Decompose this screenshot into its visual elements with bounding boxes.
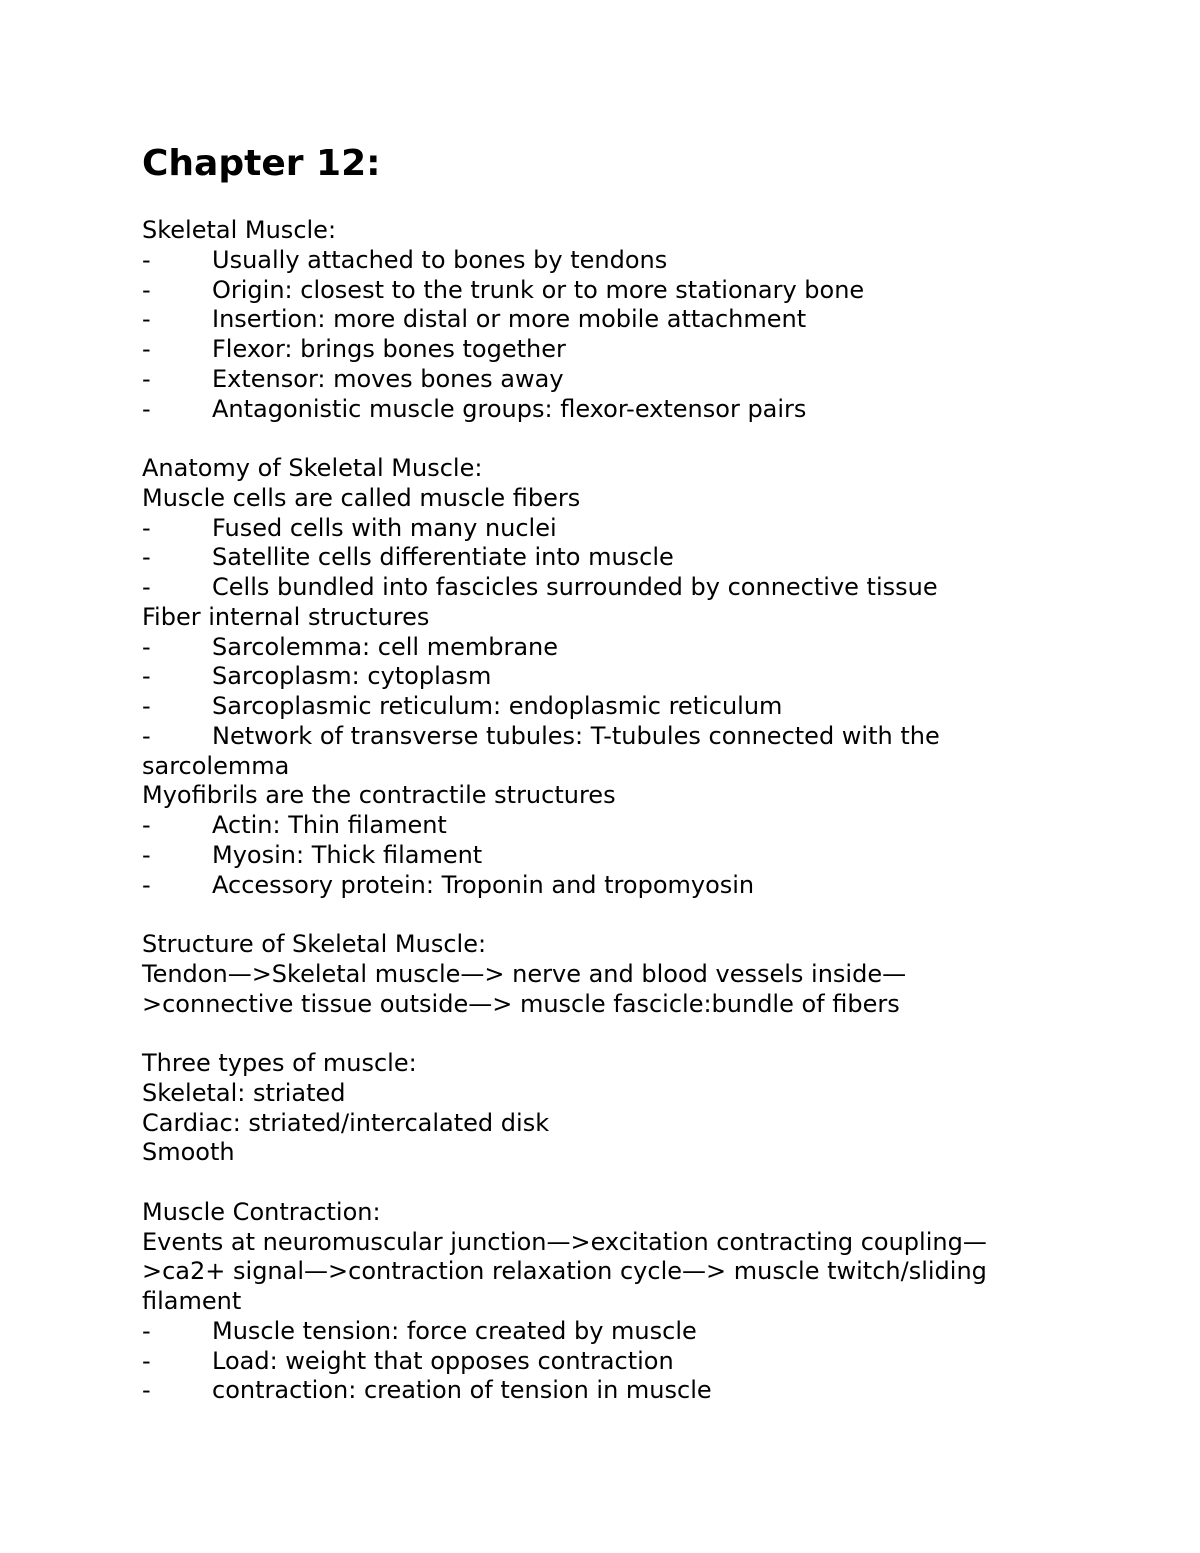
section-heading-skeletal: Skeletal Muscle: [142,216,337,244]
subheading: Muscle cells are called muscle fibers [142,483,581,512]
text-line: Events at neuromuscular junction—>excitation contracting coupling— [142,1227,987,1256]
section-heading-structure: Structure of Skeletal Muscle: [142,930,487,958]
bullet-item: - Origin: closest to the trunk or to more stationary bone [142,275,865,304]
bullet-item: - Accessory protein: Troponin and tropomyosin [142,870,755,899]
bullet-item: - Muscle tension: force created by muscle [142,1316,697,1345]
bullet-item: - Antagonistic muscle groups: flexor-extensor pairs [142,394,807,423]
document-page [142,0,1142,1553]
bullet-item: - Actin: Thin filament [142,811,447,839]
subheading: Myofibrils are the contractile structures [142,781,616,810]
bullet-item: - Extensor: moves bones away [142,364,564,393]
text-line: >connective tissue outside—> muscle fascicle:bundle of fibers [142,989,900,1018]
bullet-item: - Sarcoplasm: cytoplasm [142,662,492,691]
bullet-item: - Usually attached to bones by tendons [142,245,668,274]
text-line: Skeletal: striated [142,1078,346,1107]
blank-line [142,1019,1142,1049]
text-line: >ca2+ signal—>contraction relaxation cycle—> muscle twitch/sliding [142,1257,987,1286]
wrapped-text: sarcolemma [142,751,290,780]
chapter-title: Chapter 12: [142,143,381,184]
blank-line [142,1168,1142,1198]
bullet-item: - Network of transverse tubules: T-tubules connected with the [142,721,940,750]
bullet-item: - contraction: creation of tension in muscle [142,1376,712,1405]
text-line: Tendon—>Skeletal muscle—> nerve and blood vessels inside— [142,959,907,988]
bullet-item: - Load: weight that opposes contraction [142,1346,674,1375]
text-line: filament [142,1287,242,1315]
subheading: Fiber internal structures [142,602,430,631]
bullet-item: - Satellite cells differentiate into muscle [142,543,674,572]
text-line: Cardiac: striated/intercalated disk [142,1108,550,1137]
blank-line [142,900,1142,930]
notes-body [142,216,1142,1406]
section-heading-contraction: Muscle Contraction: [142,1197,381,1226]
section-heading-types: Three types of muscle: [142,1049,417,1077]
text-line: Smooth [142,1138,235,1167]
section-heading-anatomy: Anatomy of Skeletal Muscle: [142,454,483,482]
bullet-item: - Cells bundled into fascicles surrounded by connective tissue [142,573,938,601]
blank-line [142,424,1142,454]
bullet-item: - Sarcoplasmic reticulum: endoplasmic reticulum [142,692,783,720]
bullet-item: - Flexor: brings bones together [142,335,566,363]
bullet-item: - Myosin: Thick filament [142,840,483,869]
bullet-item: - Sarcolemma: cell membrane [142,632,559,661]
bullet-item: - Insertion: more distal or more mobile attachment [142,305,807,334]
bullet-item: - Fused cells with many nuclei [142,513,557,542]
